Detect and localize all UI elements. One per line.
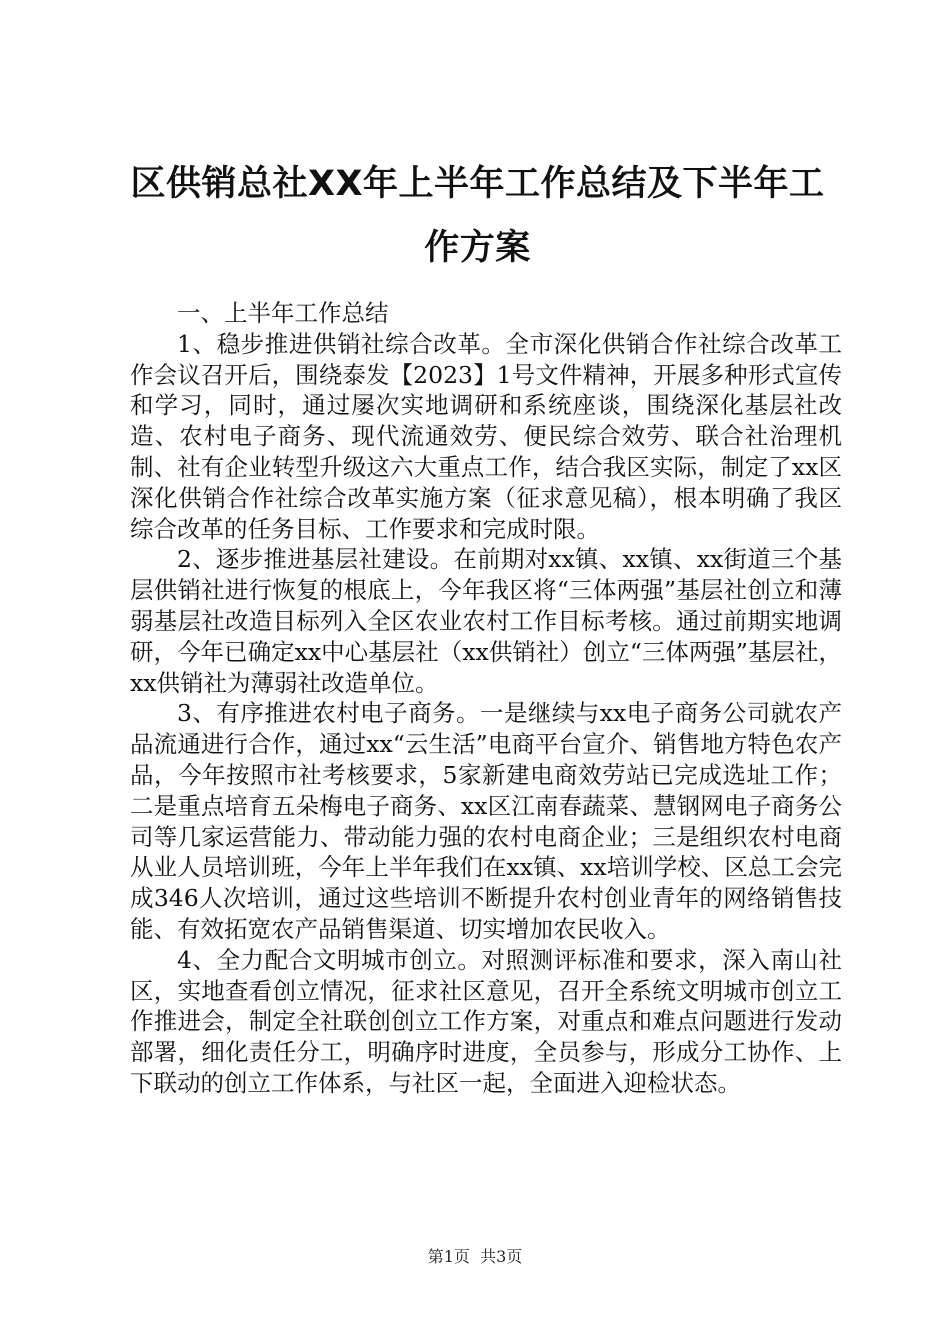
- paragraph-2: 2、逐步推进基层社建设。在前期对xx镇、xx镇、xx街道三个基层供销社进行恢复的根底上，今年我区将“三体两强”基层社创立和薄弱基层社改造目标列入全区农业农村工作目标考核。通过前期实地调研，今年已确定xx中心基层社（xx供销社）创立“三体两强”基层社，xx供销社为薄弱社改造单位。: [130, 545, 842, 697]
- paragraph-4: 4、全力配合文明城市创立。对照测评标准和要求，深入南山社区，实地查看创立情况，征求社区意见，召开全系统文明城市创立工作推进会，制定全社联创创立工作方案，对重点和难点问题进行发动部署，细化责任分工，明确序时进度，全员参与，形成分工协作、上下联动的创立工作体系，与社区一起，全面进入迎检状态。: [130, 945, 842, 1097]
- page-number: 第1页: [427, 1247, 470, 1266]
- section-heading: 一、上半年工作总结: [177, 299, 389, 327]
- paragraph-3: 3、有序推进农村电子商务。一是继续与xx电子商务公司就农产品流通进行合作，通过xx“云生活”电商平台宣介、销售地方特色农产品，今年按照市社考核要求，5家新建电商效劳站已完成选址工作；二是重点培育五朵梅电子商务、xx区江南春蔬菜、慧钢网电子商务公司等几家运营能力、带动能力强的农村电商企业；三是组织农村电商从业人员培训班，今年上半年我们在xx镇、xx培训学校、区总工会完成346人次培训，通过这些培训不断提升农村创业青年的网络销售技能、有效拓宽农产品销售渠道、切实增加农民收入。: [130, 699, 842, 943]
- document-title: 区供销总社XX年上半年工作总结及下半年工作方案: [130, 164, 825, 268]
- page-footer: [0, 1244, 950, 1267]
- paragraph-1: 1、稳步推进供销社综合改革。全市深化供销合作社综合改革工作会议召开后，围绕泰发【2023】1号文件精神，开展多种形式宣传和学习，同时，通过屡次实地调研和系统座谈，围绕深化基层社改造、农村电子商务、现代流通效劳、便民综合效劳、联合社治理机制、社有企业转型升级这六大重点工作，结合我区实际，制定了xx区深化供销合作社综合改革实施方案（征求意见稿），根本明确了我区综合改革的任务目标、工作要求和完成时限。: [130, 329, 842, 543]
- document-body: [130, 298, 842, 1099]
- page-total: 共3页: [480, 1247, 523, 1266]
